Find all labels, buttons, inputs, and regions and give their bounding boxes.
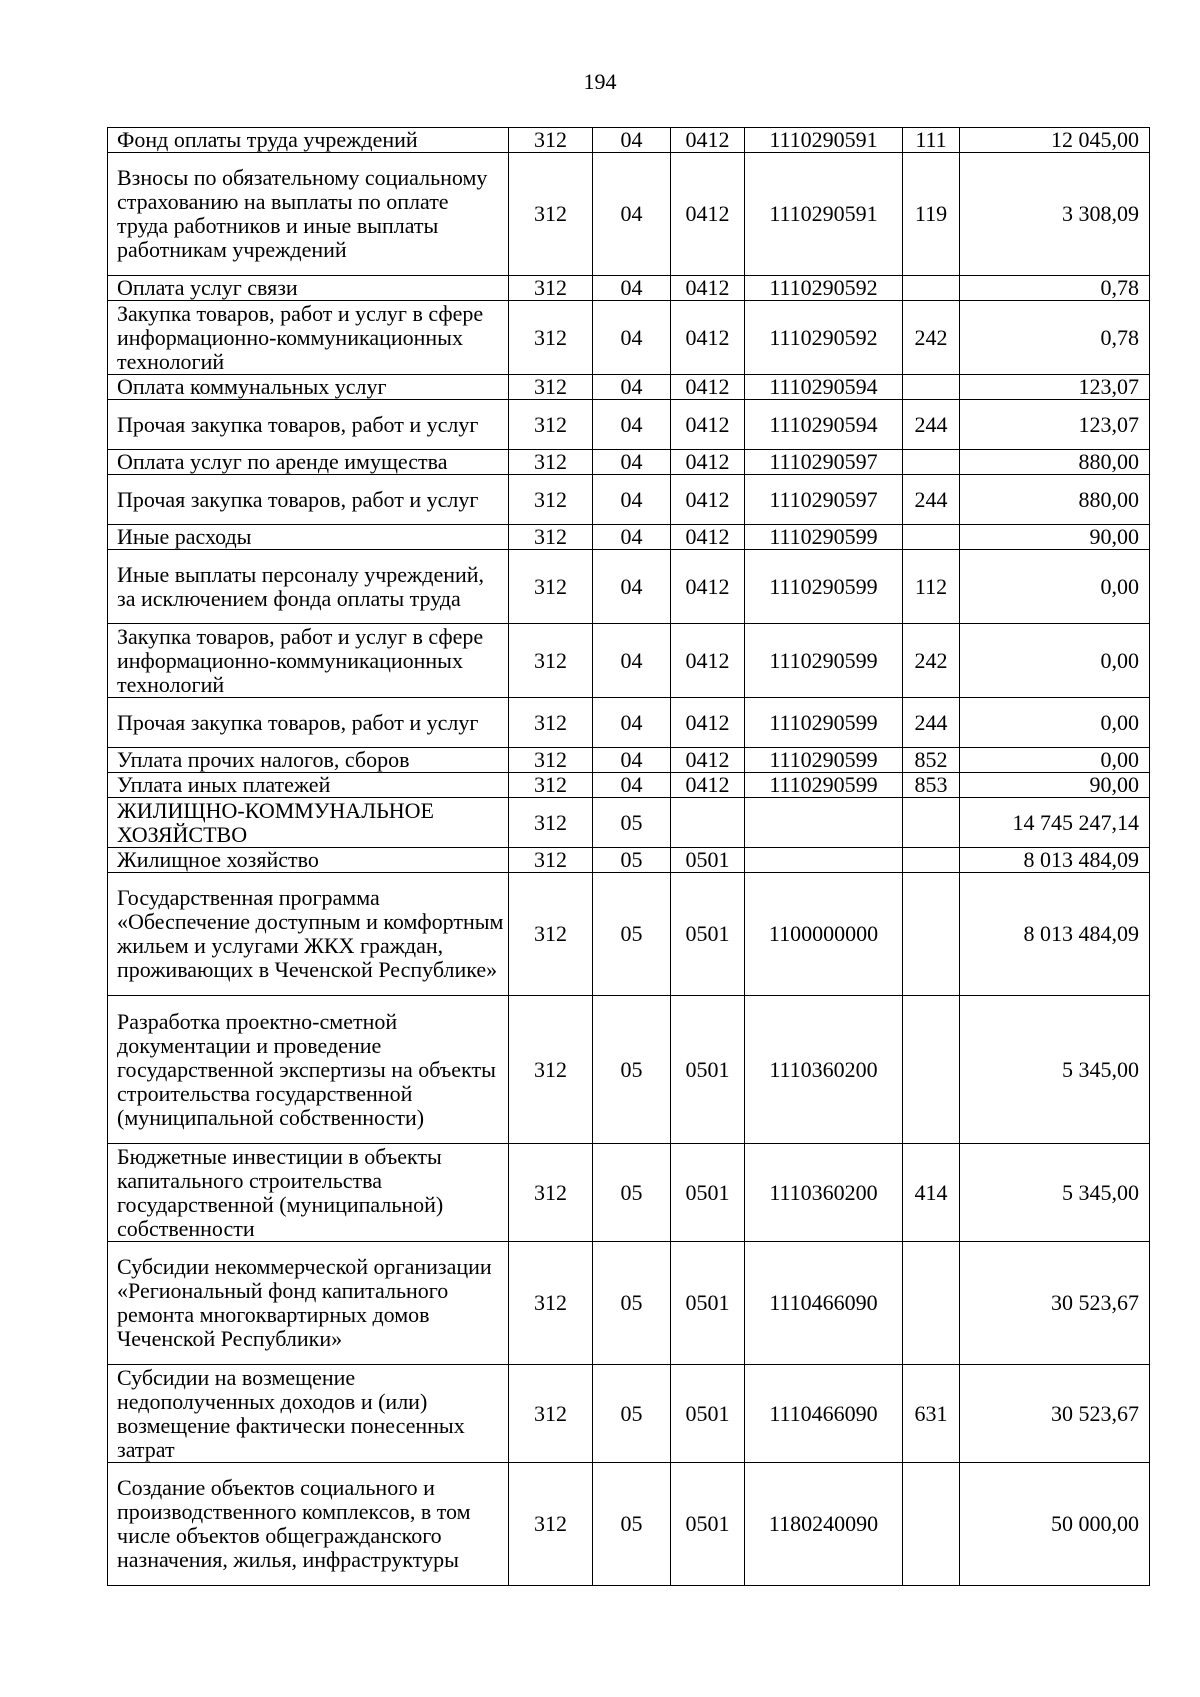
row-pr-code: 0501 xyxy=(671,1365,745,1463)
row-amount: 12 045,00 xyxy=(960,128,1150,153)
row-rz-code: 04 xyxy=(593,153,671,276)
table-row xyxy=(108,375,1150,400)
table-row xyxy=(108,1365,1150,1463)
row-name: Субсидии на возмещение недополученных доходов и (или) возмещение фактически понесенных затрат xyxy=(108,1365,509,1463)
row-rz-code: 04 xyxy=(593,698,671,748)
row-name: Оплата услуг связи xyxy=(108,276,509,301)
row-vr-code xyxy=(903,1463,960,1586)
row-vr-code xyxy=(903,276,960,301)
row-name: Уплата иных платежей xyxy=(108,773,509,798)
row-name: Уплата прочих налогов, сборов xyxy=(108,748,509,773)
row-name: Оплата услуг по аренде имущества xyxy=(108,450,509,475)
row-gr-code: 312 xyxy=(509,873,593,996)
row-amount: 3 308,09 xyxy=(960,153,1150,276)
row-rz-code: 04 xyxy=(593,748,671,773)
row-rz-code: 04 xyxy=(593,276,671,301)
row-name: Иные расходы xyxy=(108,525,509,550)
row-amount: 90,00 xyxy=(960,525,1150,550)
row-amount: 0,00 xyxy=(960,624,1150,698)
row-amount: 0,00 xyxy=(960,748,1150,773)
table-row xyxy=(108,624,1150,698)
row-vr-code: 242 xyxy=(903,301,960,375)
row-csr-code: 1110290597 xyxy=(745,475,903,525)
table-row xyxy=(108,848,1150,873)
row-vr-code xyxy=(903,873,960,996)
row-name: Прочая закупка товаров, работ и услуг xyxy=(108,475,509,525)
row-name: Фонд оплаты труда учреждений xyxy=(108,128,509,153)
row-gr-code: 312 xyxy=(509,773,593,798)
row-pr-code: 0412 xyxy=(671,450,745,475)
row-csr-code: 1110290599 xyxy=(745,748,903,773)
row-rz-code: 04 xyxy=(593,301,671,375)
row-name: Создание объектов социального и производственного комплексов, в том числе объектов общегражданского назначения, жилья, инфраструктуры xyxy=(108,1463,509,1586)
row-name: Прочая закупка товаров, работ и услуг xyxy=(108,698,509,748)
row-amount: 90,00 xyxy=(960,773,1150,798)
row-vr-code: 244 xyxy=(903,698,960,748)
row-vr-code xyxy=(903,798,960,848)
row-name: Взносы по обязательному социальному страхованию на выплаты по оплате труда работников и иные выплаты работникам учреждений xyxy=(108,153,509,276)
row-amount: 880,00 xyxy=(960,475,1150,525)
row-amount: 8 013 484,09 xyxy=(960,873,1150,996)
row-gr-code: 312 xyxy=(509,153,593,276)
row-csr-code: 1110290599 xyxy=(745,550,903,624)
row-gr-code: 312 xyxy=(509,375,593,400)
row-pr-code: 0412 xyxy=(671,301,745,375)
row-rz-code: 04 xyxy=(593,400,671,450)
row-rz-code: 05 xyxy=(593,996,671,1144)
row-gr-code: 312 xyxy=(509,624,593,698)
budget-table xyxy=(107,127,1150,1586)
row-pr-code: 0412 xyxy=(671,400,745,450)
row-vr-code: 242 xyxy=(903,624,960,698)
row-vr-code xyxy=(903,848,960,873)
row-amount: 0,00 xyxy=(960,550,1150,624)
row-rz-code: 04 xyxy=(593,773,671,798)
table-row xyxy=(108,1144,1150,1242)
row-gr-code: 312 xyxy=(509,798,593,848)
row-pr-code: 0412 xyxy=(671,153,745,276)
row-vr-code: 119 xyxy=(903,153,960,276)
row-amount: 50 000,00 xyxy=(960,1463,1150,1586)
row-amount: 8 013 484,09 xyxy=(960,848,1150,873)
row-rz-code: 05 xyxy=(593,1463,671,1586)
row-name: Разработка проектно-сметной документации и проведение государственной экспертизы на объекты строительства государственной (муниципальной собственности) xyxy=(108,996,509,1144)
row-csr-code: 1110466090 xyxy=(745,1242,903,1365)
table-row xyxy=(108,873,1150,996)
row-amount: 123,07 xyxy=(960,375,1150,400)
row-name: Закупка товаров, работ и услуг в сфере информационно-коммуникационных технологий xyxy=(108,301,509,375)
row-csr-code: 1110290594 xyxy=(745,375,903,400)
row-gr-code: 312 xyxy=(509,276,593,301)
row-gr-code: 312 xyxy=(509,1242,593,1365)
row-name: Закупка товаров, работ и услуг в сфере информационно-коммуникационных технологий xyxy=(108,624,509,698)
row-gr-code: 312 xyxy=(509,301,593,375)
page-number: 194 xyxy=(583,69,617,94)
row-amount: 880,00 xyxy=(960,450,1150,475)
row-name: Прочая закупка товаров, работ и услуг xyxy=(108,400,509,450)
row-csr-code: 1110290599 xyxy=(745,624,903,698)
row-pr-code: 0412 xyxy=(671,128,745,153)
row-vr-code: 853 xyxy=(903,773,960,798)
row-name: Иные выплаты персоналу учреждений, за исключением фонда оплаты труда xyxy=(108,550,509,624)
row-amount: 123,07 xyxy=(960,400,1150,450)
row-pr-code xyxy=(671,798,745,848)
row-csr-code: 1110466090 xyxy=(745,1365,903,1463)
table-row xyxy=(108,128,1150,153)
row-gr-code: 312 xyxy=(509,848,593,873)
row-vr-code: 244 xyxy=(903,400,960,450)
row-csr-code: 1110360200 xyxy=(745,996,903,1144)
row-rz-code: 04 xyxy=(593,475,671,525)
row-pr-code: 0501 xyxy=(671,848,745,873)
row-rz-code: 04 xyxy=(593,450,671,475)
row-rz-code: 05 xyxy=(593,873,671,996)
row-name: Субсидии некоммерческой организации «Региональный фонд капитального ремонта многоквартирных домов Чеченской Республики» xyxy=(108,1242,509,1365)
row-amount: 14 745 247,14 xyxy=(960,798,1150,848)
row-csr-code: 1100000000 xyxy=(745,873,903,996)
row-amount: 0,78 xyxy=(960,301,1150,375)
table-row xyxy=(108,698,1150,748)
row-gr-code: 312 xyxy=(509,1144,593,1242)
row-pr-code: 0501 xyxy=(671,1144,745,1242)
row-pr-code: 0412 xyxy=(671,773,745,798)
table-row xyxy=(108,798,1150,848)
table-row xyxy=(108,525,1150,550)
row-amount: 30 523,67 xyxy=(960,1242,1150,1365)
row-csr-code: 1110290594 xyxy=(745,400,903,450)
row-name: Оплата коммунальных услуг xyxy=(108,375,509,400)
row-gr-code: 312 xyxy=(509,525,593,550)
table-row xyxy=(108,1242,1150,1365)
row-pr-code: 0412 xyxy=(671,375,745,400)
row-rz-code: 05 xyxy=(593,1144,671,1242)
row-vr-code xyxy=(903,996,960,1144)
row-pr-code: 0412 xyxy=(671,550,745,624)
row-pr-code: 0501 xyxy=(671,873,745,996)
row-vr-code xyxy=(903,525,960,550)
table-row xyxy=(108,475,1150,525)
row-csr-code xyxy=(745,848,903,873)
row-vr-code: 112 xyxy=(903,550,960,624)
row-csr-code: 1110290599 xyxy=(745,698,903,748)
row-csr-code: 1110290599 xyxy=(745,773,903,798)
row-gr-code: 312 xyxy=(509,475,593,525)
row-pr-code: 0412 xyxy=(671,525,745,550)
row-gr-code: 312 xyxy=(509,748,593,773)
row-rz-code: 04 xyxy=(593,375,671,400)
table-row xyxy=(108,773,1150,798)
row-amount: 0,00 xyxy=(960,698,1150,748)
row-name: Государственная программа «Обеспечение доступным и комфортным жильем и услугами ЖКХ граждан, проживающих в Чеченской Республике» xyxy=(108,873,509,996)
row-csr-code: 1110290592 xyxy=(745,276,903,301)
row-vr-code: 852 xyxy=(903,748,960,773)
row-csr-code: 1110290591 xyxy=(745,128,903,153)
row-gr-code: 312 xyxy=(509,698,593,748)
row-gr-code: 312 xyxy=(509,400,593,450)
row-name: ЖИЛИЩНО-КОММУНАЛЬНОЕ ХОЗЯЙСТВО xyxy=(108,798,509,848)
row-rz-code: 04 xyxy=(593,525,671,550)
row-pr-code: 0501 xyxy=(671,996,745,1144)
row-pr-code: 0412 xyxy=(671,475,745,525)
row-pr-code: 0412 xyxy=(671,698,745,748)
row-amount: 5 345,00 xyxy=(960,1144,1150,1242)
row-name: Бюджетные инвестиции в объекты капитального строительства государственной (муниципальной) собственности xyxy=(108,1144,509,1242)
row-csr-code: 1110290599 xyxy=(745,525,903,550)
row-csr-code xyxy=(745,798,903,848)
row-rz-code: 05 xyxy=(593,1242,671,1365)
row-vr-code: 414 xyxy=(903,1144,960,1242)
table-row xyxy=(108,400,1150,450)
row-vr-code: 631 xyxy=(903,1365,960,1463)
row-vr-code xyxy=(903,450,960,475)
row-gr-code: 312 xyxy=(509,996,593,1144)
row-rz-code: 05 xyxy=(593,848,671,873)
row-csr-code: 1110290592 xyxy=(745,301,903,375)
table-row xyxy=(108,276,1150,301)
row-pr-code: 0412 xyxy=(671,276,745,301)
row-rz-code: 05 xyxy=(593,798,671,848)
row-pr-code: 0412 xyxy=(671,624,745,698)
row-pr-code: 0412 xyxy=(671,748,745,773)
table-row xyxy=(108,450,1150,475)
table-row xyxy=(108,301,1150,375)
row-amount: 30 523,67 xyxy=(960,1365,1150,1463)
row-gr-code: 312 xyxy=(509,128,593,153)
row-csr-code: 1180240090 xyxy=(745,1463,903,1586)
row-gr-code: 312 xyxy=(509,1365,593,1463)
row-gr-code: 312 xyxy=(509,1463,593,1586)
table-row xyxy=(108,153,1150,276)
row-pr-code: 0501 xyxy=(671,1242,745,1365)
row-name: Жилищное хозяйство xyxy=(108,848,509,873)
row-rz-code: 05 xyxy=(593,1365,671,1463)
row-pr-code: 0501 xyxy=(671,1463,745,1586)
row-csr-code: 1110290591 xyxy=(745,153,903,276)
row-csr-code: 1110290597 xyxy=(745,450,903,475)
table-body xyxy=(108,128,1150,1586)
row-amount: 5 345,00 xyxy=(960,996,1150,1144)
table-row xyxy=(108,748,1150,773)
row-rz-code: 04 xyxy=(593,624,671,698)
row-vr-code xyxy=(903,1242,960,1365)
table-row xyxy=(108,996,1150,1144)
table-row xyxy=(108,1463,1150,1586)
row-rz-code: 04 xyxy=(593,550,671,624)
row-vr-code: 244 xyxy=(903,475,960,525)
row-vr-code: 111 xyxy=(903,128,960,153)
row-rz-code: 04 xyxy=(593,128,671,153)
row-gr-code: 312 xyxy=(509,550,593,624)
row-gr-code: 312 xyxy=(509,450,593,475)
row-amount: 0,78 xyxy=(960,276,1150,301)
table-row xyxy=(108,550,1150,624)
row-vr-code xyxy=(903,375,960,400)
row-csr-code: 1110360200 xyxy=(745,1144,903,1242)
